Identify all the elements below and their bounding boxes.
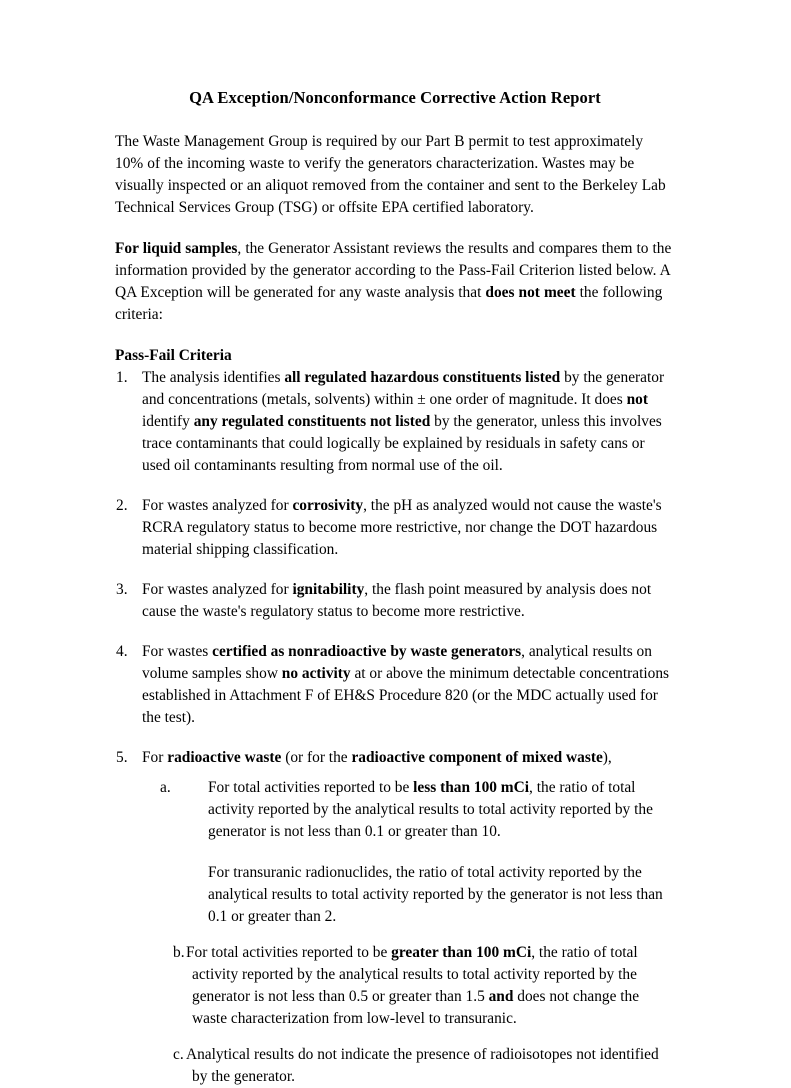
bold-text-run: greater than 100 mCi <box>391 943 532 961</box>
intro-paragraph-2 <box>115 238 675 326</box>
text-run: , the pH as analyzed would not cause the waste's RCRA regulatory status to become more restrictive, nor change the DOT hazardous material shipping classification. <box>142 496 662 558</box>
criteria-item <box>115 367 675 477</box>
text-run: the following criteria: <box>115 283 663 323</box>
text-run: , the Generator Assistant reviews the results and compares them to the information provided by the generator according to the Pass-Fail Criterion listed below. A QA Exception will be generated for any waste analysis that <box>115 239 672 301</box>
criteria-item-text <box>142 747 675 769</box>
criteria-item-marker: 2. <box>116 496 128 514</box>
bold-text-run: and <box>488 987 514 1005</box>
bold-text-run: radioactive waste <box>167 748 282 766</box>
bold-text-run: ignitability <box>292 580 365 598</box>
intro-paragraph-1: The Waste Management Group is required by our Part B permit to test approximately 10% of the incoming waste to verify the generators characterization. Wastes may be visually inspected or an aliquot removed from the container and sent to the Berkeley Lab Technical Services Group (TSG) or offsite EPA certified laboratory. <box>115 132 666 216</box>
text-run: For total activities reported to be <box>186 943 392 961</box>
text-run: Analytical results do not indicate the presence of radioisotopes not identified by the generator. <box>186 1045 659 1085</box>
bold-text-run: For liquid samples <box>115 239 238 257</box>
bold-text-run: all regulated hazardous constituents listed <box>284 368 561 386</box>
bold-text-run: no activity <box>281 664 351 682</box>
text-run: by the generator, unless this involves trace contaminants that could logically be explained by residuals in safety cans or used oil contaminants resulting from normal use of the oil. <box>142 412 662 474</box>
text-run: ), <box>602 748 612 766</box>
criteria-subitem <box>142 1044 675 1088</box>
text-run: For <box>142 748 168 766</box>
criteria-subitem-paragraph <box>208 862 675 928</box>
text-run: , the ratio of total activity reported by the analytical results to total activity reported by the generator is not less than 0.5 or greater than 1.5 <box>192 943 638 1005</box>
bold-text-run: corrosivity <box>292 496 364 514</box>
page-title: QA Exception/Nonconformance Corrective Action Report <box>189 88 601 107</box>
text-run: For wastes <box>142 642 213 660</box>
text-run: by the generator and concentrations (metals, solvents) within ± one order of magnitude. It does <box>142 368 665 408</box>
bold-text-run: not <box>626 390 648 408</box>
text-run: , the ratio of total activity reported by the analytical results to total activity reported by the generator is not less than 0.1 or greater than 10. <box>208 778 653 840</box>
text-run: , analytical results on volume samples show <box>142 642 652 682</box>
criteria-list <box>115 367 675 1088</box>
text-run: does not change the waste characterization from low-level to transuranic. <box>192 987 640 1027</box>
criteria-subitem <box>142 942 675 1030</box>
criteria-item <box>115 641 675 729</box>
text-run: , the flash point measured by analysis does not cause the waste's regulatory status to become more restrictive. <box>142 580 652 620</box>
text-run: at or above the minimum detectable concentrations established in Attachment F of EH&S Procedure 820 (or the MDC actually used for the test). <box>142 664 670 726</box>
criteria-item <box>115 495 675 561</box>
text-run: For transuranic radionuclides, the ratio of total activity reported by the analytical results to total activity reported by the generator is not less than 0.1 or greater than 2. <box>208 863 663 925</box>
criteria-subitem-marker: b. <box>173 943 185 961</box>
criteria-item-marker: 5. <box>116 748 128 766</box>
bold-text-run: less than 100 mCi <box>413 778 530 796</box>
criteria-subitem-paragraph <box>186 942 675 1030</box>
bold-text-run: any regulated constituents not listed <box>193 412 431 430</box>
criteria-subitem-marker: a. <box>160 778 171 796</box>
text-run: The analysis identifies <box>142 368 285 386</box>
text-run: identify <box>142 412 194 430</box>
criteria-subitem-marker: c. <box>173 1045 184 1063</box>
criteria-item-marker: 3. <box>116 580 128 598</box>
criteria-item <box>115 747 675 1088</box>
criteria-item-marker: 1. <box>116 368 128 386</box>
text-run: For wastes analyzed for <box>142 496 293 514</box>
criteria-subitem-paragraph <box>208 777 675 843</box>
criteria-item-text <box>142 641 675 729</box>
bold-text-run: radioactive component of mixed waste <box>351 748 603 766</box>
criteria-subitem-list <box>142 777 675 1088</box>
text-run: For wastes analyzed for <box>142 580 293 598</box>
text-run: For total activities reported to be <box>208 778 414 796</box>
criteria-subitem-paragraph <box>186 1044 675 1088</box>
criteria-item-text <box>142 367 675 477</box>
criteria-item-marker: 4. <box>116 642 128 660</box>
pass-fail-criteria-heading: Pass-Fail Criteria <box>115 346 232 364</box>
text-run: (or for the <box>281 748 352 766</box>
criteria-item-text <box>142 495 675 561</box>
document-content <box>115 88 675 1088</box>
bold-text-run: certified as nonradioactive by waste generators <box>212 642 522 660</box>
bold-text-run: does not meet <box>485 283 576 301</box>
criteria-item-text <box>142 579 675 623</box>
criteria-item <box>115 579 675 623</box>
criteria-subitem <box>142 777 675 928</box>
